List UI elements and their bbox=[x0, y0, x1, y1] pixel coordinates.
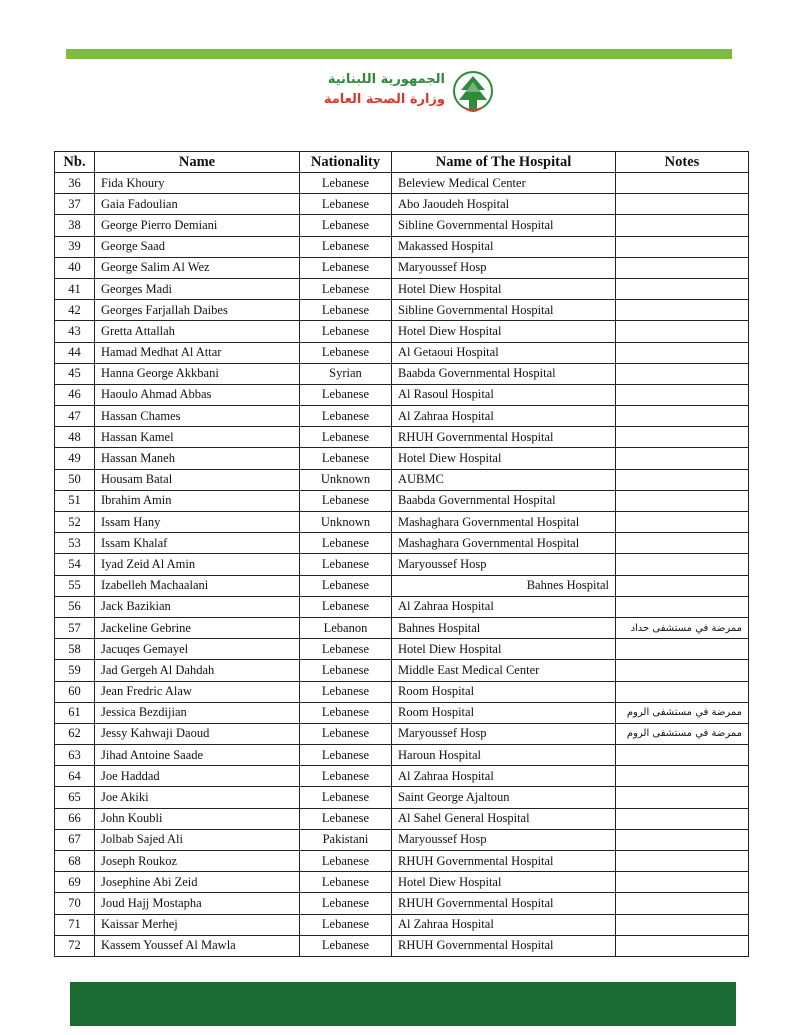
row-hospital: Mashaghara Governmental Hospital bbox=[392, 533, 616, 554]
row-notes bbox=[616, 448, 749, 469]
row-hospital: RHUH Governmental Hospital bbox=[392, 893, 616, 914]
row-notes bbox=[616, 681, 749, 702]
row-number: 44 bbox=[55, 342, 95, 363]
col-header-nb: Nb. bbox=[55, 152, 95, 173]
row-name: Hassan Maneh bbox=[95, 448, 300, 469]
row-name: Ibrahim Amin bbox=[95, 490, 300, 511]
row-name: Jessica Bezdijian bbox=[95, 702, 300, 723]
row-number: 43 bbox=[55, 321, 95, 342]
row-number: 62 bbox=[55, 723, 95, 744]
row-nationality: Lebanese bbox=[300, 490, 392, 511]
row-name: Fida Khoury bbox=[95, 173, 300, 194]
row-name: Joe Akiki bbox=[95, 787, 300, 808]
row-name: Jad Gergeh Al Dahdah bbox=[95, 660, 300, 681]
row-hospital: Hotel Diew Hospital bbox=[392, 321, 616, 342]
table-row bbox=[55, 427, 749, 448]
row-notes bbox=[616, 194, 749, 215]
row-hospital: Room Hospital bbox=[392, 702, 616, 723]
row-nationality: Lebanese bbox=[300, 384, 392, 405]
row-number: 45 bbox=[55, 363, 95, 384]
row-notes bbox=[616, 893, 749, 914]
row-nationality: Lebanese bbox=[300, 745, 392, 766]
row-notes bbox=[616, 745, 749, 766]
row-hospital: Al Zahraa Hospital bbox=[392, 596, 616, 617]
table-row bbox=[55, 893, 749, 914]
row-number: 37 bbox=[55, 194, 95, 215]
row-hospital: Bahnes Hospital bbox=[392, 575, 616, 596]
row-notes bbox=[616, 215, 749, 236]
row-name: Issam Khalaf bbox=[95, 533, 300, 554]
row-nationality: Lebanon bbox=[300, 617, 392, 638]
row-notes bbox=[616, 872, 749, 893]
table-row bbox=[55, 384, 749, 405]
row-nationality: Lebanese bbox=[300, 575, 392, 596]
row-notes bbox=[616, 490, 749, 511]
row-notes bbox=[616, 321, 749, 342]
row-hospital: AUBMC bbox=[392, 469, 616, 490]
row-name: George Saad bbox=[95, 236, 300, 257]
row-name: Gretta Attallah bbox=[95, 321, 300, 342]
row-notes bbox=[616, 935, 749, 956]
row-number: 41 bbox=[55, 278, 95, 299]
table-row bbox=[55, 745, 749, 766]
table-row bbox=[55, 342, 749, 363]
row-hospital: Al Zahraa Hospital bbox=[392, 406, 616, 427]
row-number: 56 bbox=[55, 596, 95, 617]
table-row bbox=[55, 617, 749, 638]
table-row bbox=[55, 554, 749, 575]
row-name: Issam Hany bbox=[95, 512, 300, 533]
row-number: 61 bbox=[55, 702, 95, 723]
row-nationality: Lebanese bbox=[300, 427, 392, 448]
table-row bbox=[55, 215, 749, 236]
row-name: Jean Fredric Alaw bbox=[95, 681, 300, 702]
cedar-emblem-icon bbox=[451, 70, 495, 116]
row-nationality: Lebanese bbox=[300, 914, 392, 935]
row-number: 57 bbox=[55, 617, 95, 638]
logo-line2: وزارة الصحة العامة bbox=[323, 92, 445, 107]
row-nationality: Lebanese bbox=[300, 893, 392, 914]
row-nationality: Lebanese bbox=[300, 173, 392, 194]
row-name: Jackeline Gebrine bbox=[95, 617, 300, 638]
row-notes bbox=[616, 342, 749, 363]
row-number: 50 bbox=[55, 469, 95, 490]
row-number: 66 bbox=[55, 808, 95, 829]
row-number: 65 bbox=[55, 787, 95, 808]
row-hospital: RHUH Governmental Hospital bbox=[392, 935, 616, 956]
table-row bbox=[55, 490, 749, 511]
row-notes bbox=[616, 512, 749, 533]
col-header-nationality: Nationality bbox=[300, 152, 392, 173]
row-name: Georges Madi bbox=[95, 278, 300, 299]
row-hospital: Al Rasoul Hospital bbox=[392, 384, 616, 405]
row-hospital: Beleview Medical Center bbox=[392, 173, 616, 194]
row-nationality: Syrian bbox=[300, 363, 392, 384]
table-row bbox=[55, 469, 749, 490]
row-hospital: Al Zahraa Hospital bbox=[392, 914, 616, 935]
row-hospital: Hotel Diew Hospital bbox=[392, 872, 616, 893]
row-number: 39 bbox=[55, 236, 95, 257]
row-hospital: Saint George Ajaltoun bbox=[392, 787, 616, 808]
row-number: 49 bbox=[55, 448, 95, 469]
row-number: 40 bbox=[55, 257, 95, 278]
row-nationality: Pakistani bbox=[300, 829, 392, 850]
col-header-notes: Notes bbox=[616, 152, 749, 173]
row-name: Hassan Chames bbox=[95, 406, 300, 427]
row-notes bbox=[616, 914, 749, 935]
row-number: 48 bbox=[55, 427, 95, 448]
row-hospital: Maryoussef Hosp bbox=[392, 829, 616, 850]
row-name: Kassem Youssef Al Mawla bbox=[95, 935, 300, 956]
row-number: 38 bbox=[55, 215, 95, 236]
top-green-bar bbox=[66, 49, 732, 59]
row-name: Izabelleh Machaalani bbox=[95, 575, 300, 596]
table-row bbox=[55, 173, 749, 194]
row-notes bbox=[616, 384, 749, 405]
table-row bbox=[55, 533, 749, 554]
row-name: George Salim Al Wez bbox=[95, 257, 300, 278]
row-name: Jolbab Sajed Ali bbox=[95, 829, 300, 850]
row-name: Hanna George Akkbani bbox=[95, 363, 300, 384]
table-row bbox=[55, 596, 749, 617]
row-hospital: Bahnes Hospital bbox=[392, 617, 616, 638]
row-name: Jacuqes Gemayel bbox=[95, 639, 300, 660]
row-notes bbox=[616, 469, 749, 490]
row-number: 47 bbox=[55, 406, 95, 427]
table-row bbox=[55, 512, 749, 533]
row-hospital: Abo Jaoudeh Hospital bbox=[392, 194, 616, 215]
row-name: Joud Hajj Mostapha bbox=[95, 893, 300, 914]
table-row bbox=[55, 681, 749, 702]
row-number: 58 bbox=[55, 639, 95, 660]
row-nationality: Lebanese bbox=[300, 872, 392, 893]
row-notes bbox=[616, 278, 749, 299]
row-nationality: Lebanese bbox=[300, 278, 392, 299]
row-number: 55 bbox=[55, 575, 95, 596]
table-row bbox=[55, 236, 749, 257]
row-name: Jihad Antoine Saade bbox=[95, 745, 300, 766]
row-nationality: Lebanese bbox=[300, 300, 392, 321]
row-notes bbox=[616, 575, 749, 596]
row-name: Josephine Abi Zeid bbox=[95, 872, 300, 893]
row-nationality: Lebanese bbox=[300, 215, 392, 236]
row-notes bbox=[616, 236, 749, 257]
row-name: Hassan Kamel bbox=[95, 427, 300, 448]
row-name: Gaia Fadoulian bbox=[95, 194, 300, 215]
table-row bbox=[55, 872, 749, 893]
row-nationality: Lebanese bbox=[300, 935, 392, 956]
row-nationality: Lebanese bbox=[300, 194, 392, 215]
row-notes bbox=[616, 596, 749, 617]
row-name: Haoulo Ahmad Abbas bbox=[95, 384, 300, 405]
logo-text bbox=[324, 70, 445, 110]
row-hospital: Sibline Governmental Hospital bbox=[392, 300, 616, 321]
row-nationality: Lebanese bbox=[300, 236, 392, 257]
table-row bbox=[55, 639, 749, 660]
row-hospital: Al Sahel General Hospital bbox=[392, 808, 616, 829]
row-notes: ممرضة في مستشفى حداد bbox=[616, 617, 749, 638]
row-notes bbox=[616, 766, 749, 787]
row-nationality: Lebanese bbox=[300, 406, 392, 427]
row-nationality: Lebanese bbox=[300, 681, 392, 702]
row-nationality: Lebanese bbox=[300, 257, 392, 278]
table-row bbox=[55, 406, 749, 427]
row-nationality: Lebanese bbox=[300, 596, 392, 617]
row-name: Jessy Kahwaji Daoud bbox=[95, 723, 300, 744]
row-nationality: Lebanese bbox=[300, 660, 392, 681]
row-name: Joe Haddad bbox=[95, 766, 300, 787]
row-name: Joseph Roukoz bbox=[95, 851, 300, 872]
row-number: 54 bbox=[55, 554, 95, 575]
col-header-name: Name bbox=[95, 152, 300, 173]
row-number: 71 bbox=[55, 914, 95, 935]
row-name: George Pierro Demiani bbox=[95, 215, 300, 236]
row-number: 70 bbox=[55, 893, 95, 914]
row-hospital: Hotel Diew Hospital bbox=[392, 448, 616, 469]
table-row bbox=[55, 787, 749, 808]
row-name: Hamad Medhat Al Attar bbox=[95, 342, 300, 363]
row-notes bbox=[616, 427, 749, 448]
row-nationality: Lebanese bbox=[300, 766, 392, 787]
row-nationality: Unknown bbox=[300, 512, 392, 533]
row-notes bbox=[616, 173, 749, 194]
ministry-logo bbox=[305, 70, 495, 116]
row-number: 42 bbox=[55, 300, 95, 321]
table-row bbox=[55, 766, 749, 787]
table-row bbox=[55, 702, 749, 723]
row-hospital: Baabda Governmental Hospital bbox=[392, 363, 616, 384]
table-body bbox=[55, 173, 749, 957]
table-row bbox=[55, 257, 749, 278]
row-hospital: Hotel Diew Hospital bbox=[392, 278, 616, 299]
row-notes bbox=[616, 851, 749, 872]
table-row bbox=[55, 278, 749, 299]
row-nationality: Lebanese bbox=[300, 342, 392, 363]
row-number: 69 bbox=[55, 872, 95, 893]
row-hospital: RHUH Governmental Hospital bbox=[392, 851, 616, 872]
table-row bbox=[55, 935, 749, 956]
row-notes: ممرضة في مستشفى الروم bbox=[616, 723, 749, 744]
row-hospital: Middle East Medical Center bbox=[392, 660, 616, 681]
row-nationality: Lebanese bbox=[300, 448, 392, 469]
table-header bbox=[55, 152, 749, 173]
row-nationality: Lebanese bbox=[300, 639, 392, 660]
row-nationality: Unknown bbox=[300, 469, 392, 490]
row-number: 51 bbox=[55, 490, 95, 511]
row-number: 36 bbox=[55, 173, 95, 194]
table-row bbox=[55, 914, 749, 935]
row-notes bbox=[616, 829, 749, 850]
row-nationality: Lebanese bbox=[300, 702, 392, 723]
row-nationality: Lebanese bbox=[300, 533, 392, 554]
row-number: 46 bbox=[55, 384, 95, 405]
row-number: 72 bbox=[55, 935, 95, 956]
row-number: 59 bbox=[55, 660, 95, 681]
row-notes bbox=[616, 787, 749, 808]
row-notes bbox=[616, 554, 749, 575]
row-notes bbox=[616, 639, 749, 660]
row-name: Georges Farjallah Daibes bbox=[95, 300, 300, 321]
row-hospital: RHUH Governmental Hospital bbox=[392, 427, 616, 448]
row-notes bbox=[616, 406, 749, 427]
row-nationality: Lebanese bbox=[300, 554, 392, 575]
table-row bbox=[55, 660, 749, 681]
row-notes bbox=[616, 363, 749, 384]
row-hospital: Room Hospital bbox=[392, 681, 616, 702]
row-hospital: Baabda Governmental Hospital bbox=[392, 490, 616, 511]
row-nationality: Lebanese bbox=[300, 787, 392, 808]
row-name: Housam Batal bbox=[95, 469, 300, 490]
row-hospital: Maryoussef Hosp bbox=[392, 257, 616, 278]
row-notes bbox=[616, 808, 749, 829]
row-name: John Koubli bbox=[95, 808, 300, 829]
row-number: 63 bbox=[55, 745, 95, 766]
table-row bbox=[55, 321, 749, 342]
row-hospital: Haroun Hospital bbox=[392, 745, 616, 766]
row-number: 64 bbox=[55, 766, 95, 787]
row-nationality: Lebanese bbox=[300, 851, 392, 872]
row-hospital: Sibline Governmental Hospital bbox=[392, 215, 616, 236]
row-hospital: Makassed Hospital bbox=[392, 236, 616, 257]
row-notes bbox=[616, 257, 749, 278]
row-number: 60 bbox=[55, 681, 95, 702]
table-row bbox=[55, 448, 749, 469]
table-row bbox=[55, 363, 749, 384]
row-number: 67 bbox=[55, 829, 95, 850]
row-name: Iyad Zeid Al Amin bbox=[95, 554, 300, 575]
row-nationality: Lebanese bbox=[300, 321, 392, 342]
row-notes: ممرضة في مستشفى الروم bbox=[616, 702, 749, 723]
table-row bbox=[55, 829, 749, 850]
row-hospital: Al Getaoui Hospital bbox=[392, 342, 616, 363]
table-row bbox=[55, 300, 749, 321]
table-row bbox=[55, 808, 749, 829]
row-notes bbox=[616, 533, 749, 554]
table-row bbox=[55, 575, 749, 596]
row-number: 68 bbox=[55, 851, 95, 872]
hospital-list-table bbox=[54, 151, 749, 957]
row-hospital: Mashaghara Governmental Hospital bbox=[392, 512, 616, 533]
table-row bbox=[55, 851, 749, 872]
row-number: 53 bbox=[55, 533, 95, 554]
row-nationality: Lebanese bbox=[300, 808, 392, 829]
bottom-green-bar bbox=[70, 982, 736, 1026]
row-nationality: Lebanese bbox=[300, 723, 392, 744]
header-row bbox=[55, 152, 749, 173]
row-hospital: Al Zahraa Hospital bbox=[392, 766, 616, 787]
row-hospital: Maryoussef Hosp bbox=[392, 554, 616, 575]
table-row bbox=[55, 723, 749, 744]
row-notes bbox=[616, 300, 749, 321]
row-name: Jack Bazikian bbox=[95, 596, 300, 617]
col-header-hospital: Name of The Hospital bbox=[392, 152, 616, 173]
table-row bbox=[55, 194, 749, 215]
row-notes bbox=[616, 660, 749, 681]
row-hospital: Hotel Diew Hospital bbox=[392, 639, 616, 660]
logo-line1: الجمهورية اللبنانية bbox=[327, 72, 445, 87]
row-number: 52 bbox=[55, 512, 95, 533]
row-hospital: Maryoussef Hosp bbox=[392, 723, 616, 744]
row-name: Kaissar Merhej bbox=[95, 914, 300, 935]
